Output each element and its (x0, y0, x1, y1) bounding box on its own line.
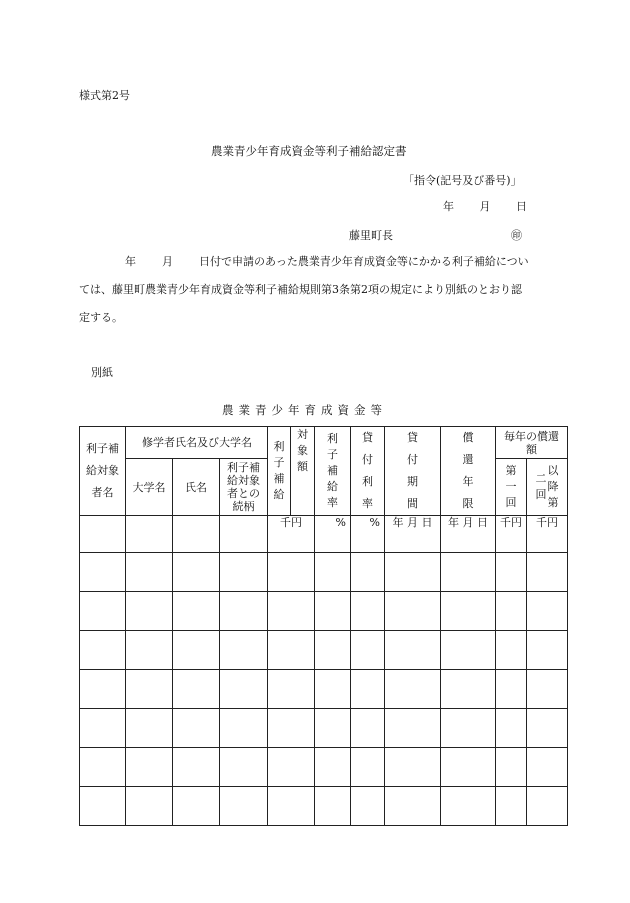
seal-mark: ㊞ (511, 229, 522, 242)
cell[interactable] (220, 592, 268, 631)
body-line-3: 定する。 (79, 311, 123, 324)
cell[interactable] (385, 592, 441, 631)
cell[interactable] (220, 553, 268, 592)
cell[interactable] (173, 748, 220, 787)
cell[interactable] (351, 592, 385, 631)
cell[interactable] (268, 748, 315, 787)
cell[interactable] (385, 631, 441, 670)
cell[interactable] (220, 748, 268, 787)
cell[interactable] (385, 787, 441, 826)
cell[interactable] (315, 631, 351, 670)
body-line-1: 日付で申請のあった農業青少年育成資金等にかかる利子補給につい (199, 255, 529, 268)
unit-repay-period: 年 月 日 (441, 516, 496, 553)
table-row (80, 670, 568, 709)
cell[interactable] (126, 631, 173, 670)
table-row (80, 748, 568, 787)
header-repay-period: 償還年限 (441, 427, 496, 516)
cell[interactable] (351, 631, 385, 670)
header-first: 第一回 (496, 459, 527, 516)
unit-first: 千円 (496, 516, 527, 553)
cell[interactable] (126, 592, 173, 631)
cell[interactable] (527, 748, 568, 787)
document-title: 農業青少年育成資金等利子補給認定書 (211, 144, 407, 158)
cell[interactable] (527, 670, 568, 709)
cell[interactable] (268, 787, 315, 826)
cell[interactable] (385, 670, 441, 709)
date-day: 日 (516, 200, 527, 213)
table-row (80, 553, 568, 592)
table-row (80, 592, 568, 631)
cell[interactable] (220, 631, 268, 670)
header-graduate-group: 修学者氏名及び大学名 (126, 427, 268, 459)
cell[interactable] (80, 516, 126, 553)
cell[interactable] (496, 787, 527, 826)
header-subsidy-rate: 利子補給率 (315, 427, 351, 516)
cell[interactable] (126, 670, 173, 709)
cell[interactable] (80, 670, 126, 709)
cell[interactable] (496, 748, 527, 787)
cell[interactable] (80, 592, 126, 631)
header-amount-a: 利子補給 (268, 427, 291, 516)
cell[interactable] (527, 787, 568, 826)
header-annual-repay: 毎年の償還 額 (496, 427, 568, 459)
body-month: 月 (162, 255, 173, 268)
cell[interactable] (80, 748, 126, 787)
header-relationship: 利子補給対象者との続柄 (220, 459, 268, 516)
cell[interactable] (126, 516, 173, 553)
subsidy-table (79, 426, 568, 826)
cell[interactable] (268, 709, 315, 748)
date-month: 月 (479, 200, 491, 213)
cell[interactable] (315, 748, 351, 787)
cell[interactable] (351, 748, 385, 787)
attachment-label: 別紙 (91, 366, 113, 379)
header-subsidy-target: 利子補給対象者名 (80, 427, 126, 516)
cell[interactable] (315, 709, 351, 748)
cell[interactable] (496, 709, 527, 748)
cell[interactable] (173, 553, 220, 592)
cell[interactable] (441, 631, 496, 670)
body-paragraph-1 (79, 248, 551, 276)
cell[interactable] (527, 709, 568, 748)
unit-subsidy-rate: % (315, 516, 351, 553)
cell[interactable] (441, 670, 496, 709)
cell[interactable] (220, 709, 268, 748)
table-row (80, 787, 568, 826)
cell[interactable] (126, 748, 173, 787)
cell[interactable] (220, 670, 268, 709)
cell[interactable] (441, 787, 496, 826)
body-year: 年 (125, 255, 136, 268)
cell[interactable] (173, 787, 220, 826)
unit-second: 千円 (527, 516, 568, 553)
cell[interactable] (268, 631, 315, 670)
table-row (80, 631, 568, 670)
cell[interactable] (385, 709, 441, 748)
cell[interactable] (496, 592, 527, 631)
cell[interactable] (173, 670, 220, 709)
table-title: 農業青少年育成資金等 (222, 403, 387, 417)
cell[interactable] (496, 631, 527, 670)
cell[interactable] (268, 553, 315, 592)
header-loan-rate: 貸付利率 (351, 427, 385, 516)
header-second: 二回以降第 (527, 459, 568, 516)
issue-date (443, 198, 527, 214)
cell[interactable] (351, 670, 385, 709)
cell[interactable] (351, 709, 385, 748)
cell[interactable] (385, 748, 441, 787)
cell[interactable] (441, 592, 496, 631)
cell[interactable] (173, 631, 220, 670)
cell[interactable] (315, 592, 351, 631)
cell[interactable] (126, 787, 173, 826)
header-name: 氏名 (173, 459, 220, 516)
header-amount-b: 対象額 (291, 427, 315, 516)
cell[interactable] (80, 787, 126, 826)
cell[interactable] (315, 553, 351, 592)
cell[interactable] (385, 553, 441, 592)
cell[interactable] (527, 553, 568, 592)
cell[interactable] (496, 670, 527, 709)
cell[interactable] (441, 709, 496, 748)
cell[interactable] (173, 516, 220, 553)
cell[interactable] (126, 553, 173, 592)
cell[interactable] (441, 553, 496, 592)
cell[interactable] (315, 787, 351, 826)
cell[interactable] (268, 670, 315, 709)
header-university: 大学名 (126, 459, 173, 516)
table-row (80, 709, 568, 748)
unit-amount: 千円 (268, 516, 315, 553)
cell[interactable] (351, 553, 385, 592)
cell[interactable] (220, 787, 268, 826)
directive-reference: 「指令(記号及び番号)」 (403, 174, 522, 187)
cell[interactable] (527, 592, 568, 631)
cell[interactable] (527, 631, 568, 670)
cell[interactable] (496, 553, 527, 592)
cell[interactable] (268, 592, 315, 631)
form-number: 様式第2号 (79, 89, 130, 102)
body-line-2: ては、藤里町農業青少年育成資金等利子補給規則第3条第2項の規定により別紙のとおり認 (79, 283, 522, 296)
body-text (79, 248, 551, 332)
cell[interactable] (220, 516, 268, 553)
cell[interactable] (173, 709, 220, 748)
date-year: 年 (443, 200, 454, 213)
header-loan-period: 貸付期間 (385, 427, 441, 516)
issuer-name: 藤里町長 (349, 229, 393, 242)
cell[interactable] (126, 709, 173, 748)
unit-loan-rate: % (351, 516, 385, 553)
cell[interactable] (80, 631, 126, 670)
unit-loan-period: 年 月 日 (385, 516, 441, 553)
cell[interactable] (441, 748, 496, 787)
cell[interactable] (80, 709, 126, 748)
cell[interactable] (351, 787, 385, 826)
cell[interactable] (173, 592, 220, 631)
cell[interactable] (80, 553, 126, 592)
cell[interactable] (315, 670, 351, 709)
